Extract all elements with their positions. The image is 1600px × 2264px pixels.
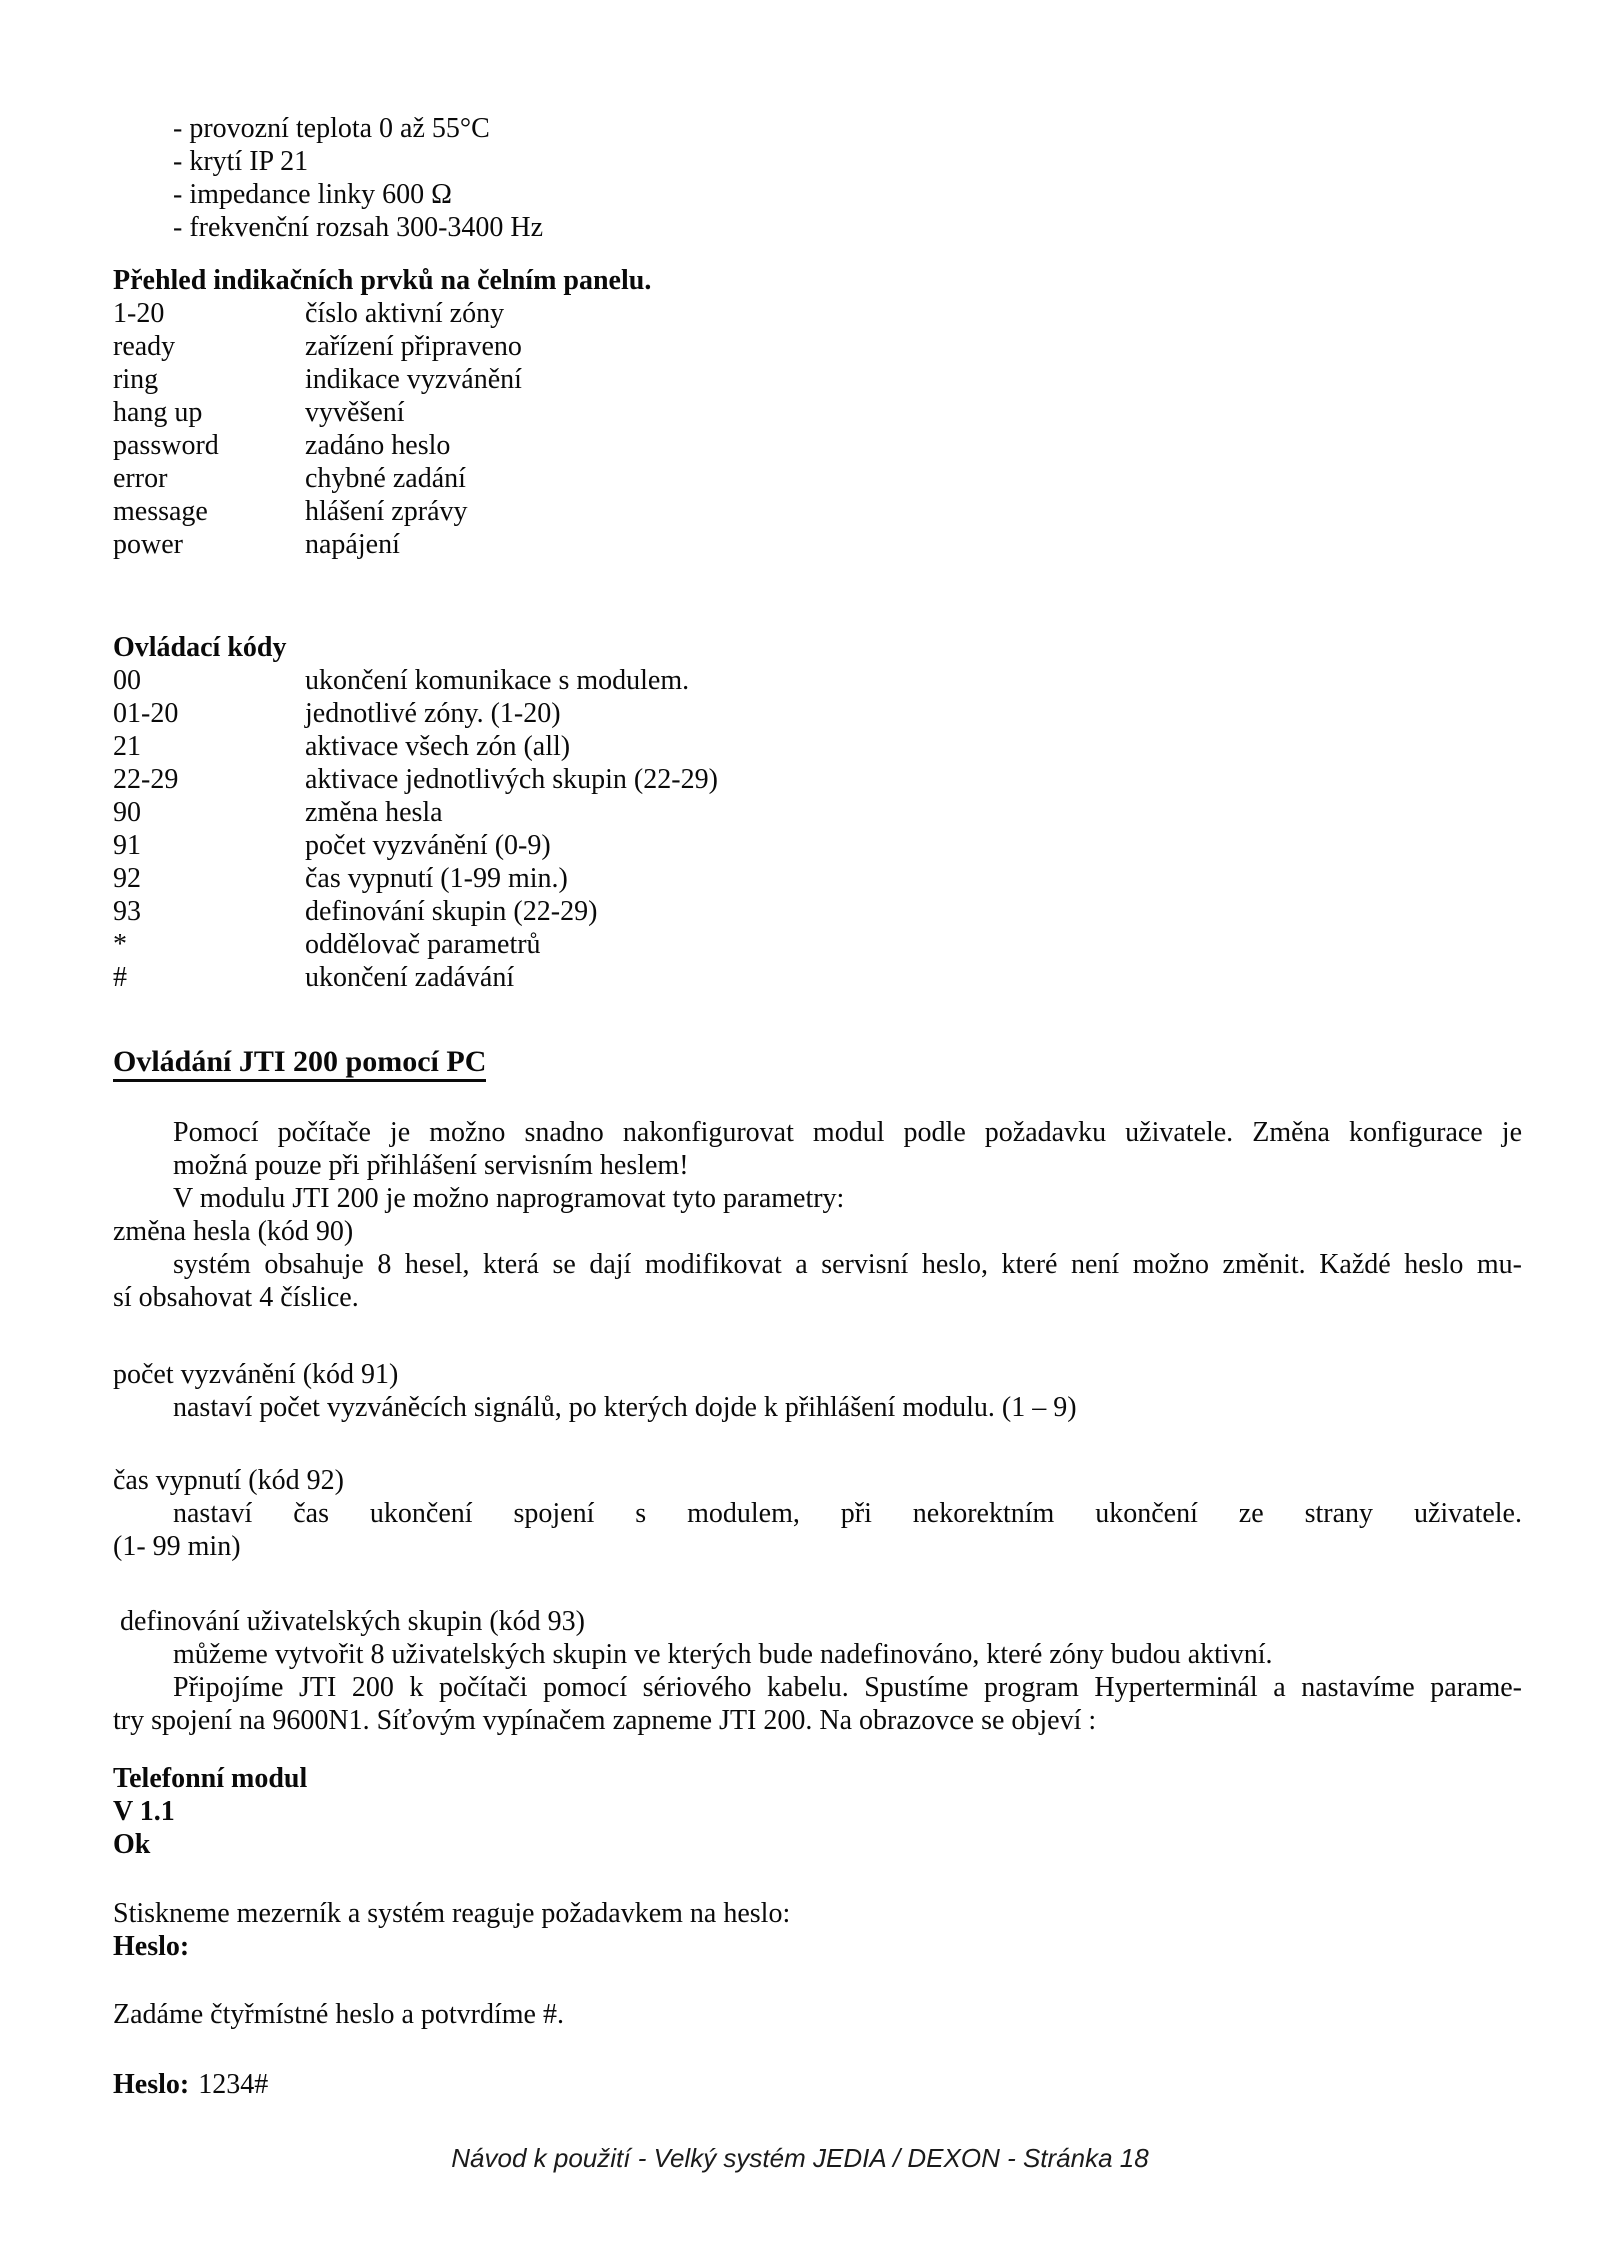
spec-list xyxy=(113,112,1522,244)
password-example-value: 1234# xyxy=(198,2069,269,2100)
para-line: Připojíme JTI 200 k počítači pomocí sériového kabelu. Spustíme program Hyperterminál a nastavíme parame- xyxy=(173,1672,1522,1703)
indicator-term: message xyxy=(113,496,208,527)
para-line: Zadáme čtyřmístné heslo a potvrdíme #. xyxy=(113,1999,564,2030)
code-term: 93 xyxy=(113,896,141,927)
code-row xyxy=(113,796,1522,829)
indicator-desc: chybné zadání xyxy=(305,463,466,494)
terminal-line: Ok xyxy=(113,1829,151,1860)
indicator-row xyxy=(113,363,1522,396)
page-footer: Návod k použití - Velký systém JEDIA / DEXON - Stránka 18 xyxy=(451,2143,1149,2173)
indicators-heading: Přehled indikačních prvků na čelním panelu. xyxy=(113,265,652,296)
param-heading-groups: definování uživatelských skupin (kód 93) xyxy=(120,1606,586,1637)
param-heading-ring-count: počet vyzvánění (kód 91) xyxy=(113,1359,399,1390)
indicator-row xyxy=(113,495,1522,528)
password-example-label: Heslo: xyxy=(113,2069,190,2100)
pc-paragraph-groups xyxy=(113,1605,1522,1737)
code-desc: ukončení zadávání xyxy=(305,962,515,993)
indicator-row xyxy=(113,462,1522,495)
code-desc: oddělovač parametrů xyxy=(305,929,541,960)
code-row xyxy=(113,895,1522,928)
indicator-term: ring xyxy=(113,364,159,395)
para-line: možná pouze při přihlášení servisním heslem! xyxy=(173,1150,689,1181)
indicator-term: error xyxy=(113,463,168,494)
code-term: * xyxy=(113,929,127,960)
indicator-term: power xyxy=(113,529,183,560)
code-desc: aktivace jednotlivých skupin (22-29) xyxy=(305,764,718,795)
code-term: 21 xyxy=(113,731,141,762)
para-line: V modulu JTI 200 je možno naprogramovat tyto parametry: xyxy=(173,1183,845,1214)
indicator-desc: zařízení připraveno xyxy=(305,331,522,362)
para-line: Pomocí počítače je možno snadno nakonfigurovat modul podle požadavku uživatele. Změna konfigurace je xyxy=(173,1117,1522,1148)
page-content xyxy=(113,0,1522,2101)
code-row xyxy=(113,928,1522,961)
indicator-row xyxy=(113,429,1522,462)
para-line: Stiskneme mezerník a systém reaguje požadavkem na heslo: xyxy=(113,1898,791,1929)
pc-paragraph-ring-count xyxy=(113,1358,1522,1424)
indicator-desc: hlášení zprávy xyxy=(305,496,468,527)
pc-paragraph-1 xyxy=(113,1116,1522,1314)
para-line: sí obsahovat 4 číslice. xyxy=(113,1282,359,1313)
para-line: systém obsahuje 8 hesel, která se dají modifikovat a servisní heslo, které není možno změnit. Každé heslo mu- xyxy=(173,1249,1522,1280)
code-desc: počet vyzvánění (0-9) xyxy=(305,830,551,861)
password-entry-note xyxy=(113,1998,1522,2031)
password-prompt-block xyxy=(113,1897,1522,1963)
code-desc: změna hesla xyxy=(305,797,443,828)
para-line: můžeme vytvořit 8 uživatelských skupin ve kterých bude nadefinováno, které zóny budou aktivní. xyxy=(173,1639,1273,1670)
param-heading-timeout: čas vypnutí (kód 92) xyxy=(113,1465,344,1496)
code-term: 00 xyxy=(113,665,141,696)
codes-section xyxy=(113,631,1522,994)
code-desc: jednotlivé zóny. (1-20) xyxy=(305,698,561,729)
terminal-line: Telefonní modul xyxy=(113,1763,308,1794)
code-term: 22-29 xyxy=(113,764,179,795)
para-line: nastaví počet vyzváněcích signálů, po kterých dojde k přihlášení modulu. (1 – 9) xyxy=(173,1392,1077,1423)
indicator-desc: číslo aktivní zóny xyxy=(305,298,505,329)
indicator-term: password xyxy=(113,430,219,461)
indicator-term: ready xyxy=(113,331,176,362)
indicator-term: hang up xyxy=(113,397,203,428)
spec-item: - krytí IP 21 xyxy=(173,146,309,177)
terminal-line: V 1.1 xyxy=(113,1796,175,1827)
para-line: try spojení na 9600N1. Síťovým vypínačem zapneme JTI 200. Na obrazovce se objeví : xyxy=(113,1705,1097,1736)
code-row xyxy=(113,763,1522,796)
pc-section-heading-text: Ovládání JTI 200 pomocí PC xyxy=(113,1045,486,1082)
code-desc: čas vypnutí (1-99 min.) xyxy=(305,863,568,894)
indicator-desc: zadáno heslo xyxy=(305,430,451,461)
code-term: 91 xyxy=(113,830,141,861)
indicator-desc: indikace vyzvánění xyxy=(305,364,522,395)
code-desc: aktivace všech zón (all) xyxy=(305,731,571,762)
code-term: 01-20 xyxy=(113,698,179,729)
code-row xyxy=(113,862,1522,895)
terminal-output xyxy=(113,1762,1522,1861)
password-prompt-label: Heslo: xyxy=(113,1931,190,1962)
code-row xyxy=(113,829,1522,862)
spec-item: - impedance linky 600 Ω xyxy=(173,179,452,210)
code-row xyxy=(113,664,1522,697)
code-term: 90 xyxy=(113,797,141,828)
indicator-desc: napájení xyxy=(305,529,400,560)
param-heading-password: změna hesla (kód 90) xyxy=(113,1216,354,1247)
code-row xyxy=(113,697,1522,730)
pc-paragraph-timeout xyxy=(113,1464,1522,1563)
code-desc: ukončení komunikace s modulem. xyxy=(305,665,690,696)
para-line: (1- 99 min) xyxy=(113,1531,241,1562)
indicator-desc: vyvěšení xyxy=(305,397,405,428)
pc-section-heading xyxy=(113,1044,1522,1080)
para-line: nastaví čas ukončení spojení s modulem, při nekorektním ukončení ze strany uživatele. xyxy=(173,1498,1522,1529)
spec-item: - provozní teplota 0 až 55°C xyxy=(173,113,490,144)
indicator-row xyxy=(113,330,1522,363)
indicator-row xyxy=(113,396,1522,429)
code-term: 92 xyxy=(113,863,141,894)
indicator-row xyxy=(113,297,1522,330)
indicator-row xyxy=(113,528,1522,561)
code-row xyxy=(113,961,1522,994)
code-row xyxy=(113,730,1522,763)
code-term: # xyxy=(113,962,127,993)
code-desc: definování skupin (22-29) xyxy=(305,896,598,927)
password-entry-example xyxy=(113,2068,1522,2101)
codes-heading: Ovládací kódy xyxy=(113,632,287,663)
spec-item: - frekvenční rozsah 300-3400 Hz xyxy=(173,212,544,243)
indicators-section xyxy=(113,264,1522,561)
indicator-term: 1-20 xyxy=(113,298,165,329)
